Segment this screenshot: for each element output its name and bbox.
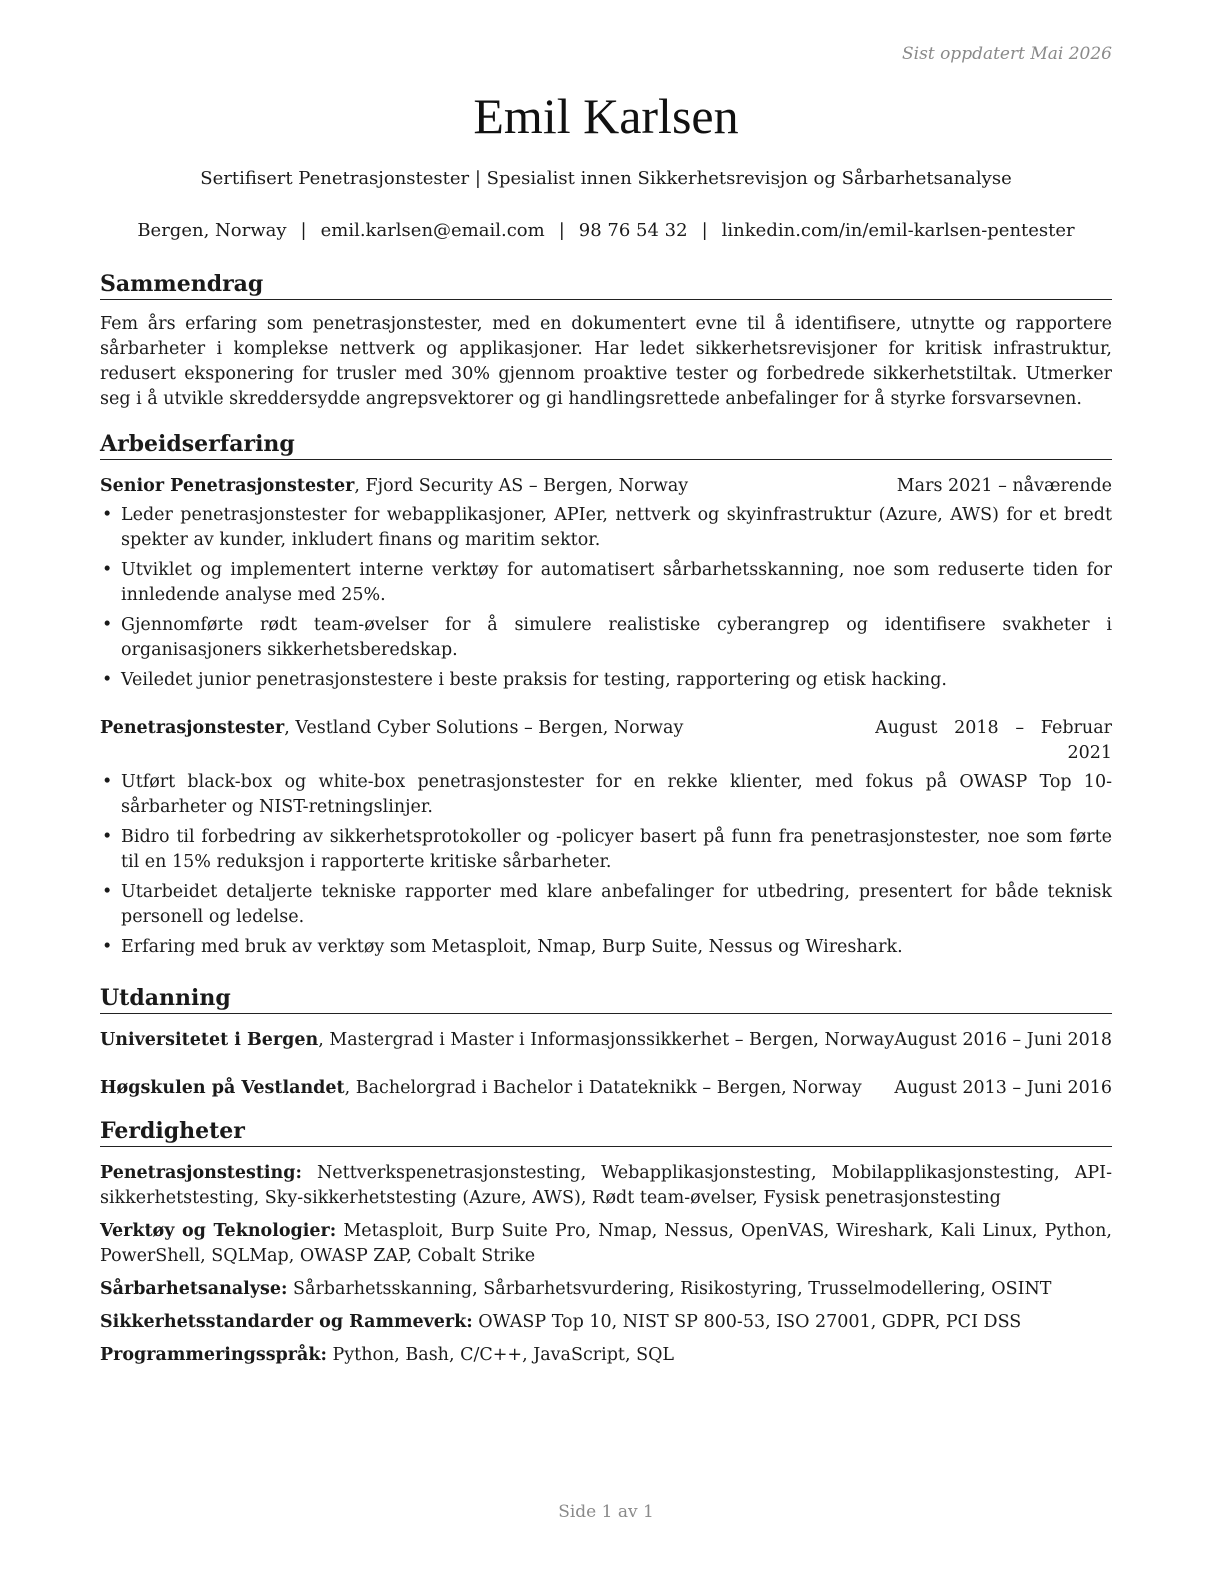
- list-item: • Utført black-box og white-box penetrasjonstester for en rekke klienter, med fokus på OWASP Top 10-sårbarheter og NIST-retningslinjer.: [100, 770, 1112, 820]
- job-dates: Mars 2021 – nåværende: [896, 476, 1112, 496]
- education-detail: , Mastergrad i Master i Informasjonssikkerhet – Bergen, Norway: [318, 1030, 895, 1050]
- list-item: • Veiledet junior penetrasjonstestere i beste praksis for testing, rapportering og etisk hacking.: [100, 668, 1112, 693]
- skill-group: [100, 1343, 1112, 1368]
- last-updated: Sist oppdatert Mai 2026: [902, 44, 1112, 64]
- job-bullets: [100, 770, 1112, 960]
- skill-group: [100, 1161, 1112, 1211]
- education-dates: August 2013 – Juni 2016: [894, 1078, 1112, 1098]
- job-company: , Vestland Cyber Solutions – Bergen, Norway: [284, 718, 684, 738]
- skill-label: Verktøy og Teknologier:: [100, 1221, 337, 1241]
- candidate-name: Emil Karlsen: [473, 88, 739, 144]
- tagline: Sertifisert Penetrasjonstester | Spesialist innen Sikkerhetsrevisjon og Sårbarhetsanalyse: [200, 168, 1012, 189]
- page-number: Side 1 av 1: [558, 1502, 654, 1522]
- job-entry: [100, 716, 1112, 960]
- skills-list: [100, 1161, 1112, 1368]
- contact-phone: 98 76 54 32: [578, 220, 688, 241]
- skill-group: [100, 1277, 1112, 1302]
- list-item: • Utarbeidet detaljerte tekniske rapporter med klare anbefalinger for utbedring, presentert for både teknisk personell og ledelse.: [100, 880, 1112, 930]
- skill-value: Python, Bash, C/C++, JavaScript, SQL: [326, 1345, 675, 1365]
- job-header: [100, 716, 1112, 766]
- education-school-detail: [100, 1076, 862, 1101]
- skills-section: [100, 1117, 1112, 1376]
- job-company: , Fjord Security AS – Bergen, Norway: [354, 476, 689, 496]
- list-item: • Erfaring med bruk av verktøy som Metasploit, Nmap, Burp Suite, Nessus og Wireshark.: [100, 935, 1112, 960]
- skills-heading: Ferdigheter: [100, 1117, 1112, 1147]
- education-school: Høgskulen på Vestlandet: [100, 1078, 345, 1098]
- summary-heading: Sammendrag: [100, 270, 1112, 300]
- education-section: [100, 984, 1112, 1101]
- job-dates: [875, 716, 1112, 766]
- job-bullets: [100, 503, 1112, 693]
- skill-value: OWASP Top 10, NIST SP 800-53, ISO 27001, GDPR, PCI DSS: [472, 1312, 1022, 1332]
- job-title-company: [100, 716, 683, 766]
- job-title: Penetrasjonstester: [100, 718, 285, 738]
- contact-email[interactable]: emil.karlsen@email.com: [320, 220, 545, 241]
- list-item: • Gjennomførte rødt team-øvelser for å simulere realistiske cyberangrep og identifisere svakheter i organisasjoners sikkerhetsberedskap.: [100, 613, 1112, 663]
- contact-location: Bergen, Norway: [137, 220, 287, 241]
- skill-value: Metasploit, Burp Suite Pro, Nmap, Nessus, OpenVAS, Wireshark, Kali Linux, Python, PowerShell, SQLMap, OWASP ZAP, Cobalt Strike: [100, 1221, 1112, 1266]
- education-school-detail: [100, 1028, 894, 1053]
- skill-label: Sårbarhetsanalyse:: [100, 1279, 288, 1299]
- skill-group: [100, 1310, 1112, 1335]
- experience-heading: Arbeidserfaring: [100, 430, 1112, 460]
- skill-value: Nettverkspenetrasjonstesting, Webapplikasjonstesting, Mobilapplikasjonstesting, API-sikkerhetstesting, Sky-sikkerhetstesting (Azure, AWS), Rødt team-øvelser, Fysisk penetrasjonstesting: [100, 1163, 1112, 1208]
- contact-linkedin[interactable]: linkedin.com/in/emil-karlsen-pentester: [721, 220, 1075, 241]
- education-detail: , Bachelorgrad i Bachelor i Datateknikk – Bergen, Norway: [344, 1078, 862, 1098]
- skill-label: Programmeringsspråk:: [100, 1345, 327, 1365]
- contact-separator: |: [300, 220, 307, 241]
- job-title: Senior Penetrasjonstester: [100, 476, 355, 496]
- job-dates-line-1: August 2018 – Februar: [875, 718, 1112, 738]
- contact-separator: |: [558, 220, 565, 241]
- job-entry: [100, 474, 1112, 693]
- skill-value: Sårbarhetsskanning, Sårbarhetsvurdering, Risikostyring, Trusselmodellering, OSINT: [287, 1279, 1052, 1299]
- resume-page: [100, 0, 1112, 1584]
- job-dates-line-2: 2021: [1067, 743, 1112, 763]
- list-item: • Bidro til forbedring av sikkerhetsprotokoller og -policyer basert på funn fra penetrasjonstester, noe som førte til en 15% reduksjon i rapporterte kritiske sårbarheter.: [100, 825, 1112, 875]
- job-title-company: [100, 474, 688, 499]
- contact-line: [100, 219, 1112, 243]
- education-entry: [100, 1076, 1112, 1101]
- skill-label: Penetrasjonstesting:: [100, 1163, 302, 1183]
- education-heading: Utdanning: [100, 984, 1112, 1014]
- summary-text: Fem års erfaring som penetrasjonstester, med en dokumentert evne til å identifisere, utnytte og rapportere sårbarheter i komplekse nettverk og applikasjoner. Har ledet sikkerhetsrevisjoner for kritisk infrastruktur, redusert eksponering for trusler med 30% gjennom proaktive tester og forbedrede sikkerhetstiltak. Utmerker seg i å utvikle skreddersydde angrepsvektorer og gi handlingsrettede anbefalinger for å styrke forsvarsevnen.: [100, 314, 1112, 409]
- education-entry: [100, 1028, 1112, 1053]
- experience-section: [100, 430, 1112, 965]
- contact-separator: |: [701, 220, 708, 241]
- list-item: • Leder penetrasjonstester for webapplikasjoner, APIer, nettverk og skyinfrastruktur (Azure, AWS) for et bredt spekter av kunder, inkludert finans og maritim sektor.: [100, 503, 1112, 553]
- skill-label: Sikkerhetsstandarder og Rammeverk:: [100, 1312, 473, 1332]
- education-dates: August 2016 – Juni 2018: [894, 1030, 1112, 1050]
- list-item: • Utviklet og implementert interne verktøy for automatisert sårbarhetsskanning, noe som reduserte tiden for innledende analyse med 25%.: [100, 558, 1112, 608]
- education-school: Universitetet i Bergen: [100, 1030, 319, 1050]
- skill-group: [100, 1219, 1112, 1269]
- summary-section: [100, 270, 1112, 412]
- job-header: [100, 474, 1112, 499]
